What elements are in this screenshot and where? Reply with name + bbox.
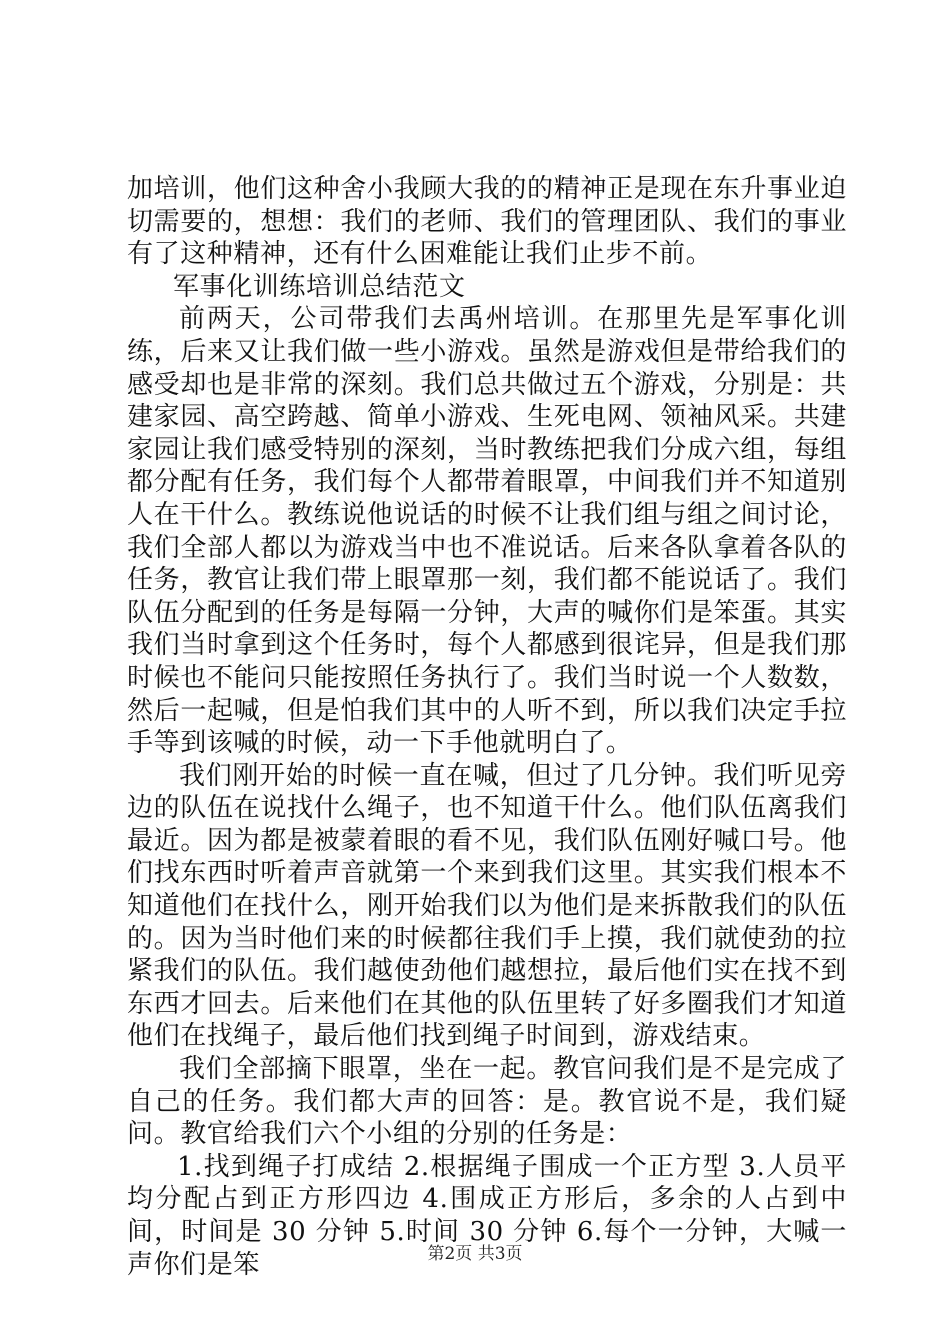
section-title: 军事化训练培训总结范文 xyxy=(173,271,466,302)
page-number-footer: 第2页 共3页 xyxy=(427,1244,523,1264)
body-paragraph-1: 前两天，公司带我们去禹州培训。在那里先是军事化训练，后来又让我们做一些小游戏。虽然是游戏但是带给我们的感受却也是非常的深刻。我们总共做过五个游戏，分别是：共建家园、高空跨越、简单小游戏、生死电网、领袖风采。共建家园让我们感受特别的深刻，当时教练把我们分成六组，每组都分配有任务，我们每个人都带着眼罩，中间我们并不知道别人在干什么。教练说他说话的时候不让我们组与组之间讨论，我们全部人都以为游戏当中也不准说话。后来各队拿着各队的任务，教官让我们带上眼罩那一刻，我们都不能说话了。我们队伍分配到的任务是每隔一分钟，大声的喊你们是笨蛋。其实我们当时拿到这个任务时，每个人都感到很诧异，但是我们那时候也不能问只能按照任务执行了。我们当时说一个人数数，然后一起喊，但是怕我们其中的人听不到，所以我们决定手拉手等到该喊的时候，动一下手他就明白了。 xyxy=(127,304,847,759)
continuation-paragraph: 加培训，他们这种舍小我顾大我的的精神正是现在东升事业迫切需要的，想想：我们的老师、我们的管理团队、我们的事业有了这种精神，还有什么困难能让我们止步不前。 xyxy=(127,174,847,270)
document-body xyxy=(127,173,847,1281)
task-list-paragraph: 1.找到绳子打成结 2.根据绳子围成一个正方型 3.人员平均分配占到正方形四边 4.围成正方形后，多余的人占到中间，时间是 30 分钟 5.时间 30 分钟 6.每个一分钟，大喊一声你们是笨 xyxy=(127,1151,847,1280)
body-paragraph-2: 我们刚开始的时候一直在喊，但过了几分钟。我们听见旁边的队伍在说找什么绳子，也不知道干什么。他们队伍离我们最近。因为都是被蒙着眼的看不见，我们队伍刚好喊口号。他们找东西时听着声音就第一个来到我们这里。其实我们根本不知道他们在找什么，刚开始我们以为他们是来拆散我们的队伍的。因为当时他们来的时候都往我们手上摸，我们就使劲的拉紧我们的队伍。我们越使劲他们越想拉，最后他们实在找不到东西才回去。后来他们在其他的队伍里转了好多圈我们才知道他们在找绳子，最后他们找到绳子时间到，游戏结束。 xyxy=(127,760,847,1052)
body-paragraph-3: 我们全部摘下眼罩，坐在一起。教官问我们是不是完成了自己的任务。我们都大声的回答：是。教官说不是，我们疑问。教官给我们六个小组的分别的任务是： xyxy=(127,1054,847,1150)
